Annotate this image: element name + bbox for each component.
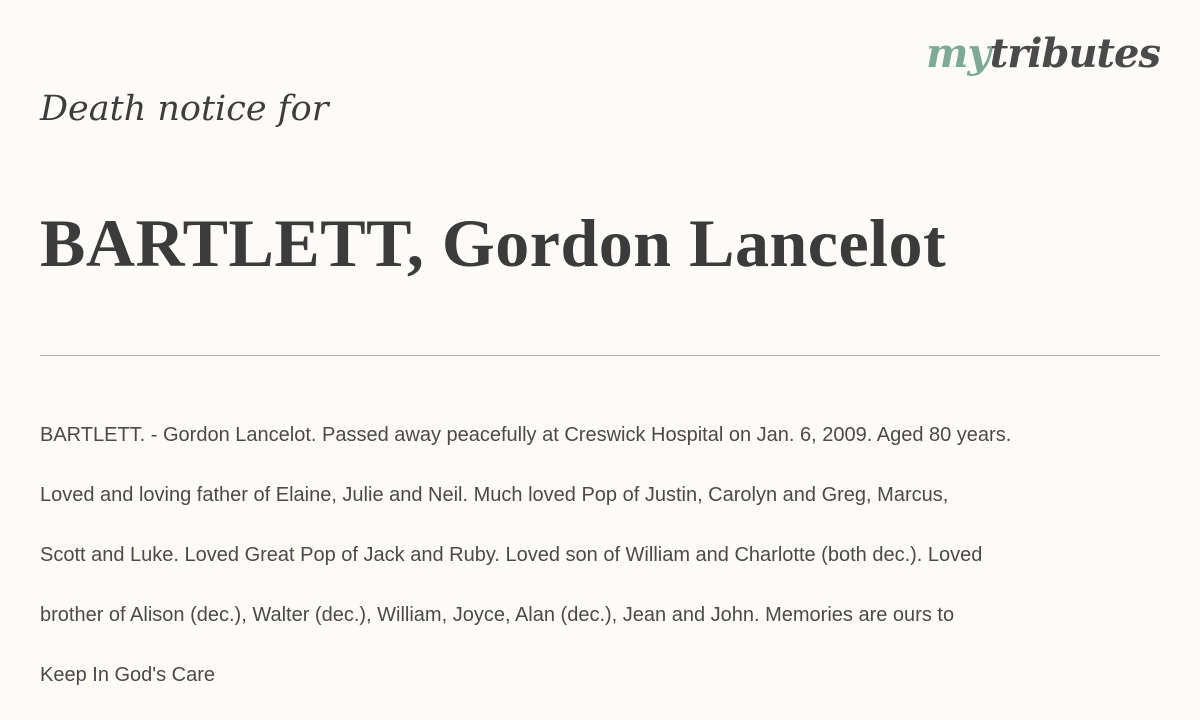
notice-text [40,390,1130,720]
deceased-name-heading: BARTLETT, Gordon Lancelot [40,205,947,281]
notice-line: BARTLETT. - Gordon Lancelot. Passed away peacefully at Creswick Hospital on Jan. 6, 2009. Aged 80 years. [40,424,1012,446]
logo-prefix: my [926,30,990,77]
notice-line: brother of Alison (dec.), Walter (dec.), William, Joyce, Alan (dec.), Jean and John. Memories are ours to [40,604,955,626]
logo-suffix: tributes [989,30,1160,77]
notice-line: Scott and Luke. Loved Great Pop of Jack and Ruby. Loved son of William and Charlotte (both dec.). Loved [40,544,983,566]
mytributes-logo[interactable] [926,30,1160,77]
divider [40,355,1160,356]
notice-line: Keep In God's Care [40,664,216,686]
death-notice-label: Death notice for [40,89,329,129]
notice-line: Loved and loving father of Elaine, Julie and Neil. Much loved Pop of Justin, Carolyn and Greg, Marcus, [40,484,949,506]
